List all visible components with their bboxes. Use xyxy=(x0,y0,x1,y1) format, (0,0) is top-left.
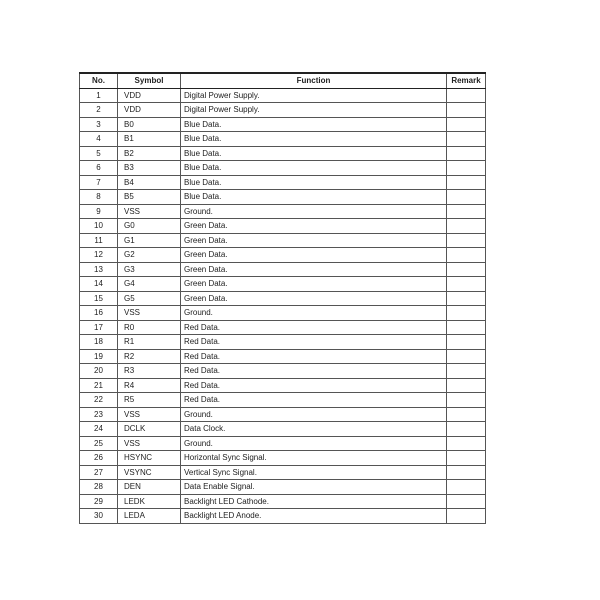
pin-number-cell: 5 xyxy=(80,146,118,161)
pin-symbol-cell: LEDA xyxy=(118,509,181,524)
header-function: Function xyxy=(181,73,447,88)
pin-number-cell: 7 xyxy=(80,175,118,190)
pin-remark-cell xyxy=(447,103,486,118)
table-row xyxy=(80,132,486,147)
pin-function-cell: Backlight LED Anode. xyxy=(181,509,447,524)
pin-symbol-cell: R5 xyxy=(118,393,181,408)
pin-number-cell: 27 xyxy=(80,465,118,480)
pin-function-cell: Blue Data. xyxy=(181,117,447,132)
pin-symbol-cell: B5 xyxy=(118,190,181,205)
pin-symbol-cell: R4 xyxy=(118,378,181,393)
pin-number-cell: 23 xyxy=(80,407,118,422)
pin-remark-cell xyxy=(447,204,486,219)
pin-symbol-cell: VSYNC xyxy=(118,465,181,480)
pin-function-cell: Red Data. xyxy=(181,364,447,379)
pin-function-cell: Ground. xyxy=(181,306,447,321)
table-row xyxy=(80,349,486,364)
pin-symbol-cell: VDD xyxy=(118,103,181,118)
pin-function-cell: Ground. xyxy=(181,436,447,451)
pin-function-cell: Backlight LED Cathode. xyxy=(181,494,447,509)
pin-assignment-table xyxy=(79,72,486,524)
pin-function-cell: Green Data. xyxy=(181,233,447,248)
pin-number-cell: 30 xyxy=(80,509,118,524)
pin-function-cell: Digital Power Supply. xyxy=(181,103,447,118)
pin-function-cell: Red Data. xyxy=(181,378,447,393)
pin-remark-cell xyxy=(447,494,486,509)
pin-symbol-cell: VSS xyxy=(118,436,181,451)
pin-function-cell: Green Data. xyxy=(181,262,447,277)
pin-remark-cell xyxy=(447,349,486,364)
table-row xyxy=(80,509,486,524)
table-body xyxy=(80,88,486,523)
pin-number-cell: 24 xyxy=(80,422,118,437)
pin-remark-cell xyxy=(447,277,486,292)
pin-symbol-cell: B2 xyxy=(118,146,181,161)
pin-number-cell: 3 xyxy=(80,117,118,132)
pin-function-cell: Horizontal Sync Signal. xyxy=(181,451,447,466)
pin-number-cell: 29 xyxy=(80,494,118,509)
pin-number-cell: 14 xyxy=(80,277,118,292)
pin-symbol-cell: HSYNC xyxy=(118,451,181,466)
pin-number-cell: 25 xyxy=(80,436,118,451)
pin-number-cell: 1 xyxy=(80,88,118,103)
pin-symbol-cell: R0 xyxy=(118,320,181,335)
pin-remark-cell xyxy=(447,117,486,132)
table-row xyxy=(80,146,486,161)
pin-remark-cell xyxy=(447,88,486,103)
table-row xyxy=(80,306,486,321)
table-row xyxy=(80,233,486,248)
pin-number-cell: 18 xyxy=(80,335,118,350)
pin-number-cell: 8 xyxy=(80,190,118,205)
table-row xyxy=(80,393,486,408)
pin-number-cell: 12 xyxy=(80,248,118,263)
pin-function-cell: Blue Data. xyxy=(181,175,447,190)
pin-remark-cell xyxy=(447,335,486,350)
pin-symbol-cell: G5 xyxy=(118,291,181,306)
pin-remark-cell xyxy=(447,509,486,524)
pin-number-cell: 9 xyxy=(80,204,118,219)
pin-remark-cell xyxy=(447,480,486,495)
pin-remark-cell xyxy=(447,175,486,190)
table-row xyxy=(80,161,486,176)
pin-symbol-cell: G0 xyxy=(118,219,181,234)
pin-remark-cell xyxy=(447,306,486,321)
table-row xyxy=(80,204,486,219)
pin-symbol-cell: VDD xyxy=(118,88,181,103)
pin-function-cell: Blue Data. xyxy=(181,146,447,161)
table-header xyxy=(80,73,486,88)
pin-symbol-cell: VSS xyxy=(118,407,181,422)
pin-number-cell: 11 xyxy=(80,233,118,248)
pin-remark-cell xyxy=(447,393,486,408)
pin-remark-cell xyxy=(447,378,486,393)
table-row xyxy=(80,219,486,234)
pin-remark-cell xyxy=(447,161,486,176)
pin-remark-cell xyxy=(447,291,486,306)
pin-remark-cell xyxy=(447,190,486,205)
pin-symbol-cell: VSS xyxy=(118,306,181,321)
table-row xyxy=(80,364,486,379)
header-symbol: Symbol xyxy=(118,73,181,88)
pin-number-cell: 17 xyxy=(80,320,118,335)
pin-remark-cell xyxy=(447,146,486,161)
table-row xyxy=(80,291,486,306)
table-row xyxy=(80,494,486,509)
pin-function-cell: Red Data. xyxy=(181,393,447,408)
pin-symbol-cell: B3 xyxy=(118,161,181,176)
table-row xyxy=(80,320,486,335)
pin-function-cell: Digital Power Supply. xyxy=(181,88,447,103)
table-row xyxy=(80,103,486,118)
table-row xyxy=(80,465,486,480)
pin-function-cell: Red Data. xyxy=(181,320,447,335)
pin-function-cell: Green Data. xyxy=(181,219,447,234)
table-row xyxy=(80,378,486,393)
pin-number-cell: 26 xyxy=(80,451,118,466)
pin-symbol-cell: VSS xyxy=(118,204,181,219)
pin-remark-cell xyxy=(447,132,486,147)
pin-symbol-cell: R2 xyxy=(118,349,181,364)
pin-function-cell: Green Data. xyxy=(181,277,447,292)
header-remark: Remark xyxy=(447,73,486,88)
pin-number-cell: 16 xyxy=(80,306,118,321)
pin-symbol-cell: B1 xyxy=(118,132,181,147)
pin-symbol-cell: G1 xyxy=(118,233,181,248)
pin-number-cell: 2 xyxy=(80,103,118,118)
pin-remark-cell xyxy=(447,364,486,379)
table-row xyxy=(80,190,486,205)
pin-number-cell: 28 xyxy=(80,480,118,495)
pin-remark-cell xyxy=(447,407,486,422)
pin-symbol-cell: LEDK xyxy=(118,494,181,509)
pin-function-cell: Ground. xyxy=(181,407,447,422)
pin-number-cell: 19 xyxy=(80,349,118,364)
pin-function-cell: Data Enable Signal. xyxy=(181,480,447,495)
pin-function-cell: Ground. xyxy=(181,204,447,219)
pin-function-cell: Green Data. xyxy=(181,248,447,263)
pin-symbol-cell: DCLK xyxy=(118,422,181,437)
table-row xyxy=(80,436,486,451)
pin-function-cell: Blue Data. xyxy=(181,161,447,176)
pin-symbol-cell: G2 xyxy=(118,248,181,263)
header-no: No. xyxy=(80,73,118,88)
table-row xyxy=(80,480,486,495)
pin-number-cell: 15 xyxy=(80,291,118,306)
table-row xyxy=(80,117,486,132)
table-row xyxy=(80,407,486,422)
header-row xyxy=(80,73,486,88)
pin-number-cell: 22 xyxy=(80,393,118,408)
table-row xyxy=(80,248,486,263)
table-row xyxy=(80,175,486,190)
pin-function-cell: Vertical Sync Signal. xyxy=(181,465,447,480)
table-row xyxy=(80,88,486,103)
table-row xyxy=(80,277,486,292)
pin-function-cell: Blue Data. xyxy=(181,132,447,147)
pin-remark-cell xyxy=(447,219,486,234)
table-row xyxy=(80,422,486,437)
pin-number-cell: 20 xyxy=(80,364,118,379)
pin-function-cell: Blue Data. xyxy=(181,190,447,205)
pin-number-cell: 6 xyxy=(80,161,118,176)
pin-symbol-cell: B0 xyxy=(118,117,181,132)
pin-symbol-cell: DEN xyxy=(118,480,181,495)
pin-remark-cell xyxy=(447,465,486,480)
pin-function-cell: Red Data. xyxy=(181,335,447,350)
pin-symbol-cell: G3 xyxy=(118,262,181,277)
pin-remark-cell xyxy=(447,233,486,248)
pin-number-cell: 21 xyxy=(80,378,118,393)
pin-remark-cell xyxy=(447,451,486,466)
pin-number-cell: 13 xyxy=(80,262,118,277)
pin-remark-cell xyxy=(447,422,486,437)
pin-remark-cell xyxy=(447,248,486,263)
pin-function-cell: Red Data. xyxy=(181,349,447,364)
pin-remark-cell xyxy=(447,436,486,451)
pin-remark-cell xyxy=(447,262,486,277)
table-row xyxy=(80,262,486,277)
pin-function-cell: Green Data. xyxy=(181,291,447,306)
pin-symbol-cell: R1 xyxy=(118,335,181,350)
pin-function-cell: Data Clock. xyxy=(181,422,447,437)
pin-symbol-cell: B4 xyxy=(118,175,181,190)
pin-symbol-cell: G4 xyxy=(118,277,181,292)
pin-symbol-cell: R3 xyxy=(118,364,181,379)
pin-number-cell: 4 xyxy=(80,132,118,147)
table-row xyxy=(80,335,486,350)
pin-remark-cell xyxy=(447,320,486,335)
pin-number-cell: 10 xyxy=(80,219,118,234)
table-row xyxy=(80,451,486,466)
